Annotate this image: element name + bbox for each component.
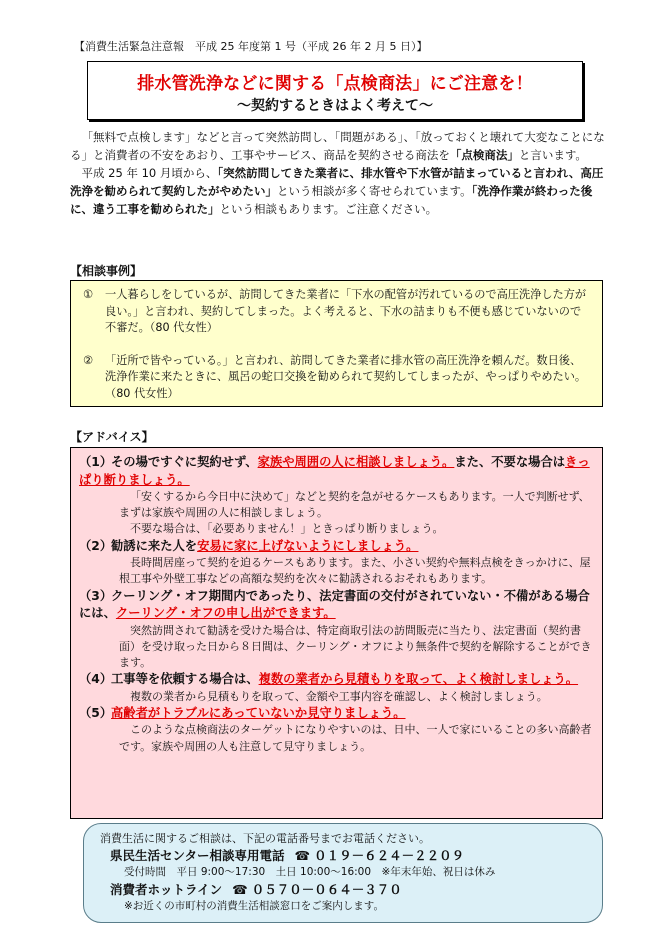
center-phone-number[interactable]: ０１９－６２４－２２０９ xyxy=(314,848,465,863)
intro-emphasis: 「点検商法」 xyxy=(449,148,519,162)
advice-body: 不要な場合は、「必要ありません！」ときっぱり断りましょう。 xyxy=(130,522,444,536)
advice-label: 【アドバイス】 xyxy=(70,430,154,444)
intro-text-span: という相談もあります。ご注意ください。 xyxy=(219,202,438,216)
contact-intro: 消費生活に関するご相談は、下記の電話番号までお電話ください。 xyxy=(100,832,430,845)
intro-paragraph-1 xyxy=(70,128,610,164)
office-hours: 受付時間 平日 9:00～17:30 土日 10:00～16:00 ※年末年始、祝日は休み xyxy=(124,866,496,878)
advice-heading-text: 工事等を依頼する場合は、 xyxy=(111,672,259,687)
case-text: 一人暮らしをしているが、訪問してきた業者に「下水の配管が汚れているので高圧洗浄した方が良い。」と言われ、契約してしまった。よく考えると、下水の詰まりも不便も感じていないので不審だ。（80 代女性） xyxy=(105,288,587,334)
center-name: 県民生活センター相談専用電話 xyxy=(110,848,285,863)
intro-text-span: 平成 25 年 10 月頃から、 xyxy=(81,166,218,180)
advice-heading-text: その場ですぐに契約せず、 xyxy=(111,455,258,469)
advice-box xyxy=(70,447,603,819)
advice-number: （1） xyxy=(79,455,113,469)
advice-highlight: 家族や周囲の人に相談しましょう。 xyxy=(257,455,455,469)
cases-box xyxy=(70,280,603,407)
advice-body: 「安くするから今日中に決めて」などと契約を急がせるケースもあります。一人で判断せず、まずは家族や周囲の人に相談しましょう。 xyxy=(119,490,590,520)
advice-highlight: きっぱり断りましょう。 xyxy=(79,455,590,487)
hotline-phone-number[interactable]: ０５７０－０６４－３７０ xyxy=(251,882,402,897)
intro-emphasis: 「洗浄作業が終わった後に、違う工事を勧められた」 xyxy=(70,184,593,216)
phone-icon: ☎ xyxy=(232,882,248,897)
advice-number: （3） xyxy=(79,588,113,603)
advice-highlight: 高齢者がトラブルにあっていないか見守りましょう。 xyxy=(111,705,406,720)
advice-highlight: クーリング・オフの申し出ができます。 xyxy=(115,606,336,621)
advice-heading-1 xyxy=(79,454,592,489)
advice-number: （2） xyxy=(79,538,113,553)
phone-icon: ☎ xyxy=(294,848,311,863)
intro-paragraph-2 xyxy=(70,164,610,218)
advice-body: 突然訪問されて勧誘を受けた場合は、特定商取引法の訪問販売に当たり、法定書面（契約書面）を受け取った日から８日間は、クーリング・オフにより無条件で契約を解除することができます。 xyxy=(119,623,592,669)
case-item xyxy=(83,287,588,337)
intro-text xyxy=(70,128,610,218)
intro-text-span: という相談が多く寄せられています。 xyxy=(277,184,472,198)
case-number: ② xyxy=(83,353,94,367)
advice-body: 長時間居座って契約を迫るケースもあります。また、小さい契約や無料点検をきっかけに、屋根工事や外壁工事などの高額な契約を次々に勧誘されるおそれもあります。 xyxy=(119,556,591,586)
intro-text-span: と言います。 xyxy=(518,148,587,162)
main-title: 排水管洗浄などに関する「点検商法」にご注意を！ xyxy=(137,74,533,94)
advice-heading-text: 勧誘に来た人を xyxy=(111,538,198,553)
document-header: 【消費生活緊急注意報 平成 25 年度第 1 号（平成 26 年 2 月 5 日）】 xyxy=(74,40,428,53)
advice-body: このような点検商法のターゲットになりやすいのは、日中、一人で家にいることの多い高齢者です。家族や周囲の人も注意して見守りましょう。 xyxy=(119,723,592,753)
sub-title: ～契約するときはよく考えて～ xyxy=(237,98,433,114)
intro-emphasis: 「突然訪問してきた業者に、排水管や下水管が詰まっていると言われ、高圧洗浄を勧められて契約したがやめたい」 xyxy=(70,166,604,198)
advice-heading-5 xyxy=(79,705,592,723)
center-phone-line xyxy=(100,847,590,864)
hotline-name: 消費者ホットライン xyxy=(110,882,223,897)
case-text: 「近所で皆やっている。」と言われ、訪問してきた業者に排水管の高圧洗浄を頼んだ。数日後、洗浄作業に来たときに、風呂の蛇口交換を勧められて契約してしまったが、やっぱりやめたい。（80 代女性） xyxy=(105,353,587,400)
hotline-line xyxy=(100,881,590,898)
case-item xyxy=(83,353,588,403)
advice-heading-3 xyxy=(79,588,592,623)
advice-body: 複数の業者から見積もりを取って、金額や工事内容を確認し、よく検討しましょう。 xyxy=(130,689,548,703)
advice-heading-2 xyxy=(79,538,592,556)
advice-highlight: 安易に家に上げないようにしましょう。 xyxy=(197,538,419,553)
case-number: ① xyxy=(83,288,94,301)
advice-heading-text: クーリング・オフ期間内であったり、法定書面の交付がされていない・不備がある場合には、 xyxy=(79,588,590,621)
contact-note: ※お近くの市町村の消費生活相談窓口をご案内します。 xyxy=(124,900,384,912)
advice-number: （5） xyxy=(79,705,113,720)
intro-text-span: 「無料で点検します」などと言って突然訪問し、「問題がある」、「放っておくと壊れて大変なことになる」と消費者の不安をあおり、工事やサービス、商品を契約させる商法を xyxy=(70,130,605,162)
contact-box xyxy=(83,823,603,923)
advice-highlight: 複数の業者から見積もりを取って、よく検討しましょう。 xyxy=(258,672,579,687)
advice-heading-text: また、不要な場合は xyxy=(454,455,566,469)
advice-heading-4 xyxy=(79,671,592,689)
cases-label: 【相談事例】 xyxy=(70,264,143,278)
title-box xyxy=(87,61,583,120)
advice-number: （4） xyxy=(79,672,113,687)
